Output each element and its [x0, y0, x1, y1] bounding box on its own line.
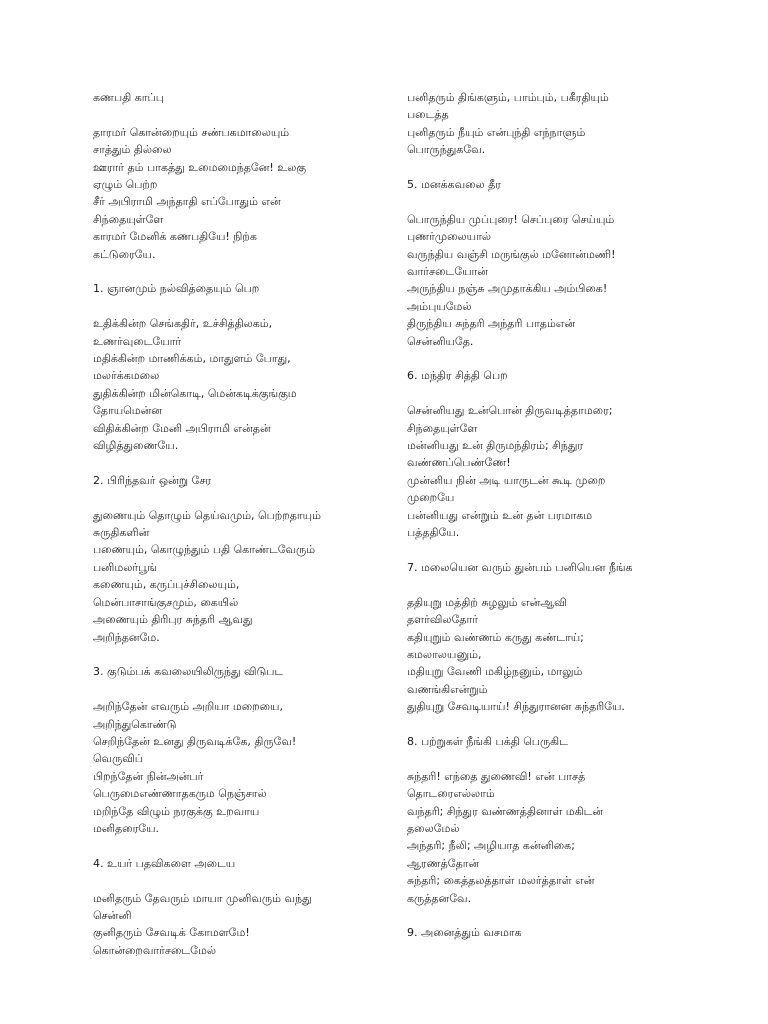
- verse-line: மறிந்தே விழும் நரகுக்கு உறவாய: [93, 804, 260, 818]
- spacer: [93, 298, 383, 315]
- verse-line: பெருமைஎண்ணாதகரும நெஞ்சால்: [93, 787, 267, 801]
- right-section: [407, 367, 707, 541]
- verse-line: வார்சடையோன்: [407, 265, 488, 279]
- verse-block: [93, 507, 383, 646]
- verse-block: [407, 211, 707, 350]
- section-heading: 1. ஞானமும் நல்வித்தையும் பெற: [93, 282, 260, 296]
- spacer: [93, 872, 383, 889]
- verse-line: சென்னி: [93, 908, 132, 922]
- verse-line: கதியுறும் வண்ணம் கருது கண்டாய்;: [407, 630, 584, 644]
- section-heading: 6. மந்திர சித்தி பெற: [407, 369, 508, 383]
- verse-line: புணர்முலையால்: [407, 230, 491, 244]
- verse-line: பணையும், கொழுந்தும் பதி கொண்டவேரும்: [93, 543, 316, 557]
- verse-line: அறிந்தேன் எவரும் அறியா மறையை,: [93, 700, 283, 714]
- verse-line: சென்னியது உன்பொன் திருவடித்தாமரை;: [407, 404, 613, 418]
- verse-line: சாத்தும் தில்லை: [93, 143, 172, 157]
- section-heading: கணபதி காப்பு: [93, 91, 164, 104]
- verse-block: [407, 89, 707, 159]
- verse-line: குனிதரும் சேவடிக் கோமளமே!: [93, 926, 250, 940]
- right-section: [407, 176, 707, 350]
- spacer: [93, 489, 383, 506]
- verse-line: திருந்திய சுந்தரி அந்தரி பாதம்என்: [407, 317, 576, 331]
- verse-line: முறையே: [407, 491, 455, 505]
- verse-line: சென்னியதே.: [407, 334, 474, 348]
- spacer: [407, 193, 707, 210]
- verse-line: சுந்தரி! எந்தை துணைவி! என் பாசத்: [407, 769, 586, 783]
- verse-line: வண்ணப்பெண்ணே!: [407, 456, 511, 470]
- verse-line: முன்னிய நின் அடி யாருடன் கூடி முறை: [407, 473, 606, 487]
- spacer: [407, 350, 707, 367]
- verse-line: மென்பாசாங்குசமும், கையில்: [93, 595, 239, 609]
- verse-line: துணையும் தொழும் தெய்வமும், பெற்றதாயும்: [93, 508, 321, 522]
- spacer: [407, 159, 707, 176]
- verse-line: கட்டுரையே.: [93, 247, 156, 261]
- verse-line: வணங்கிஎன்றும்: [407, 682, 488, 696]
- verse-line: சிந்தையுள்ளே: [407, 421, 478, 435]
- spacer: [407, 907, 707, 924]
- spacer: [93, 837, 383, 854]
- right-section: [407, 733, 707, 907]
- verse-line: பொருந்துகவே.: [407, 143, 486, 157]
- verse-line: பத்ததியே.: [407, 526, 460, 540]
- verse-line: ஆரணத்தோன்: [407, 856, 480, 870]
- verse-line: தலைமேல்: [407, 821, 460, 835]
- verse-line: கருத்தனவே.: [407, 891, 472, 905]
- verse-line: விழித்துணையே.: [93, 439, 179, 453]
- verse-line: தொடரைஎல்லாம்: [407, 787, 495, 801]
- verse-block: [407, 402, 707, 541]
- verse-line: தோயமென்ன: [93, 404, 162, 418]
- spacer: [93, 646, 383, 663]
- verse-line: சிந்தையுள்ளே: [93, 212, 164, 226]
- verse-block: [407, 594, 707, 716]
- spacer: [407, 716, 707, 733]
- verse-line: விதிக்கின்ற மேனி அபிராமி என்தன்: [93, 421, 271, 435]
- section-heading: 7. மலையென வரும் துன்பம் பனியென நீங்க: [407, 560, 633, 574]
- verse-line: மனிதரும் தேவரும் மாயா முனிவரும் வந்து: [93, 891, 312, 905]
- verse-line: மனிதரையே.: [93, 821, 160, 835]
- spacer: [407, 542, 707, 559]
- left-section: [93, 89, 383, 263]
- verse-line: பனிதரும் திங்களும், பாம்பும், பகீரதியும்: [407, 91, 609, 104]
- verse-line: ஏழும் பெற்ற: [93, 178, 158, 192]
- verse-line: அணையும் திரிபுர சுந்தரி ஆவது: [93, 613, 253, 627]
- spacer: [93, 106, 383, 123]
- verse-block: [93, 124, 383, 263]
- verse-line: அறிந்தனமே.: [93, 630, 160, 644]
- verse-line: மன்னியது உன் திருமந்திரம்; சிந்துர: [407, 439, 584, 453]
- left-section: [93, 855, 383, 959]
- section-heading: 9. அனைத்தும் வசமாக: [407, 926, 522, 940]
- verse-line: வெருவிப்: [93, 752, 143, 766]
- verse-line: ஊரார் தம் பாகத்து உமைமைந்தனே! உலகு: [93, 160, 307, 174]
- left-section: [93, 280, 383, 454]
- verse-block: [93, 315, 383, 454]
- section-heading: 2. பிரிந்தவர் ஒன்று சேர: [93, 473, 212, 487]
- left-section: [93, 663, 383, 837]
- verse-line: சீர் அபிராமி அந்தாதி எப்போதும் என்: [93, 195, 281, 209]
- right-section: [407, 559, 707, 716]
- verse-line: உதிக்கின்ற செங்கதிர், உச்சித்திலகம்,: [93, 317, 273, 331]
- spacer: [407, 385, 707, 402]
- verse-line: அம்புயமேல்: [407, 299, 472, 313]
- verse-block: [93, 698, 383, 837]
- verse-line: துதிக்கின்ற மின்கொடி, மென்கடிக்குங்கும: [93, 386, 297, 400]
- verse-line: மலர்க்கமலை: [93, 369, 160, 383]
- verse-line: ததியுறு மத்திற் சுழலும் என்ஆவி: [407, 595, 567, 609]
- verse-line: பனிமலர்பூங்: [93, 560, 158, 574]
- right-column: [407, 89, 707, 942]
- verse-line: கணையும், கருப்புச்சிலையும்,: [93, 578, 240, 592]
- section-heading: 5. மனக்கவலை தீர: [407, 178, 501, 192]
- left-column: [93, 89, 383, 959]
- verse-line: தாரமர் கொன்றையும் சண்பகமாலையும்: [93, 125, 290, 139]
- verse-line: பொருந்திய முப்புரை! செப்புரை செய்யும்: [407, 212, 615, 226]
- spacer: [93, 454, 383, 471]
- verse-line: அருந்திய நஞ்சு அமுதாக்கிய அம்பிகை!: [407, 282, 608, 296]
- verse-line: உணர்வுடையோர்: [93, 334, 182, 348]
- verse-block: [407, 768, 707, 907]
- verse-line: படைத்த: [407, 108, 449, 122]
- verse-line: சுருதிகளின்: [93, 526, 150, 540]
- verse-line: துதியுறு சேவடியாய்! சிந்துரானன சுந்தரியே.: [407, 700, 625, 714]
- verse-line: கொன்றைவார்சடைமேல்: [93, 943, 216, 957]
- left-section: [93, 472, 383, 646]
- verse-line: கமலாலயனும்,: [407, 647, 482, 661]
- verse-line: அந்தரி; நீலி; அழியாத கன்னிகை;: [407, 839, 575, 853]
- verse-line: செறிந்தேன் உனது திருவடிக்கே, திருவே!: [93, 734, 297, 748]
- spacer: [93, 681, 383, 698]
- verse-line: மதியுறு வேணி மகிழ்நனும், மாலும்: [407, 665, 583, 679]
- verse-block: [93, 890, 383, 960]
- spacer: [407, 576, 707, 593]
- verse-line: வருந்திய வஞ்சி மருங்குல் மனோன்மணி!: [407, 247, 616, 261]
- right-section: [407, 89, 707, 159]
- verse-line: புனிதரும் நீயும் என்புந்தி எந்நாளும்: [407, 125, 586, 139]
- verse-line: பிறந்தேன் நின்அன்பர்: [93, 769, 204, 783]
- section-heading: 3. குடும்பக் கவலையிலிருந்து விடுபட: [93, 665, 284, 679]
- verse-line: தளர்விலதோர்: [407, 613, 478, 627]
- verse-line: காரமர் மேனிக் கணபதியே! நிற்க: [93, 230, 257, 244]
- right-section: [407, 924, 707, 941]
- verse-line: மதிக்கின்ற மாணிக்கம், மாதுளம் போது,: [93, 352, 291, 366]
- verse-line: பன்னியது என்றும் உன் தன் பரமாகம: [407, 508, 593, 522]
- spacer: [407, 750, 707, 767]
- verse-line: வந்தரி; சிந்துர வண்ணத்தினாள் மகிடன்: [407, 804, 604, 818]
- section-heading: 4. உயர் பதவிகளை அடைய: [93, 856, 236, 870]
- verse-line: சுந்தரி; கைத்தலத்தாள் மலர்த்தாள் என்: [407, 874, 595, 888]
- section-heading: 8. பற்றுகள் நீங்கி பக்தி பெருகிட: [407, 734, 568, 748]
- verse-line: அறிந்துகொண்டு: [93, 717, 177, 731]
- spacer: [93, 263, 383, 280]
